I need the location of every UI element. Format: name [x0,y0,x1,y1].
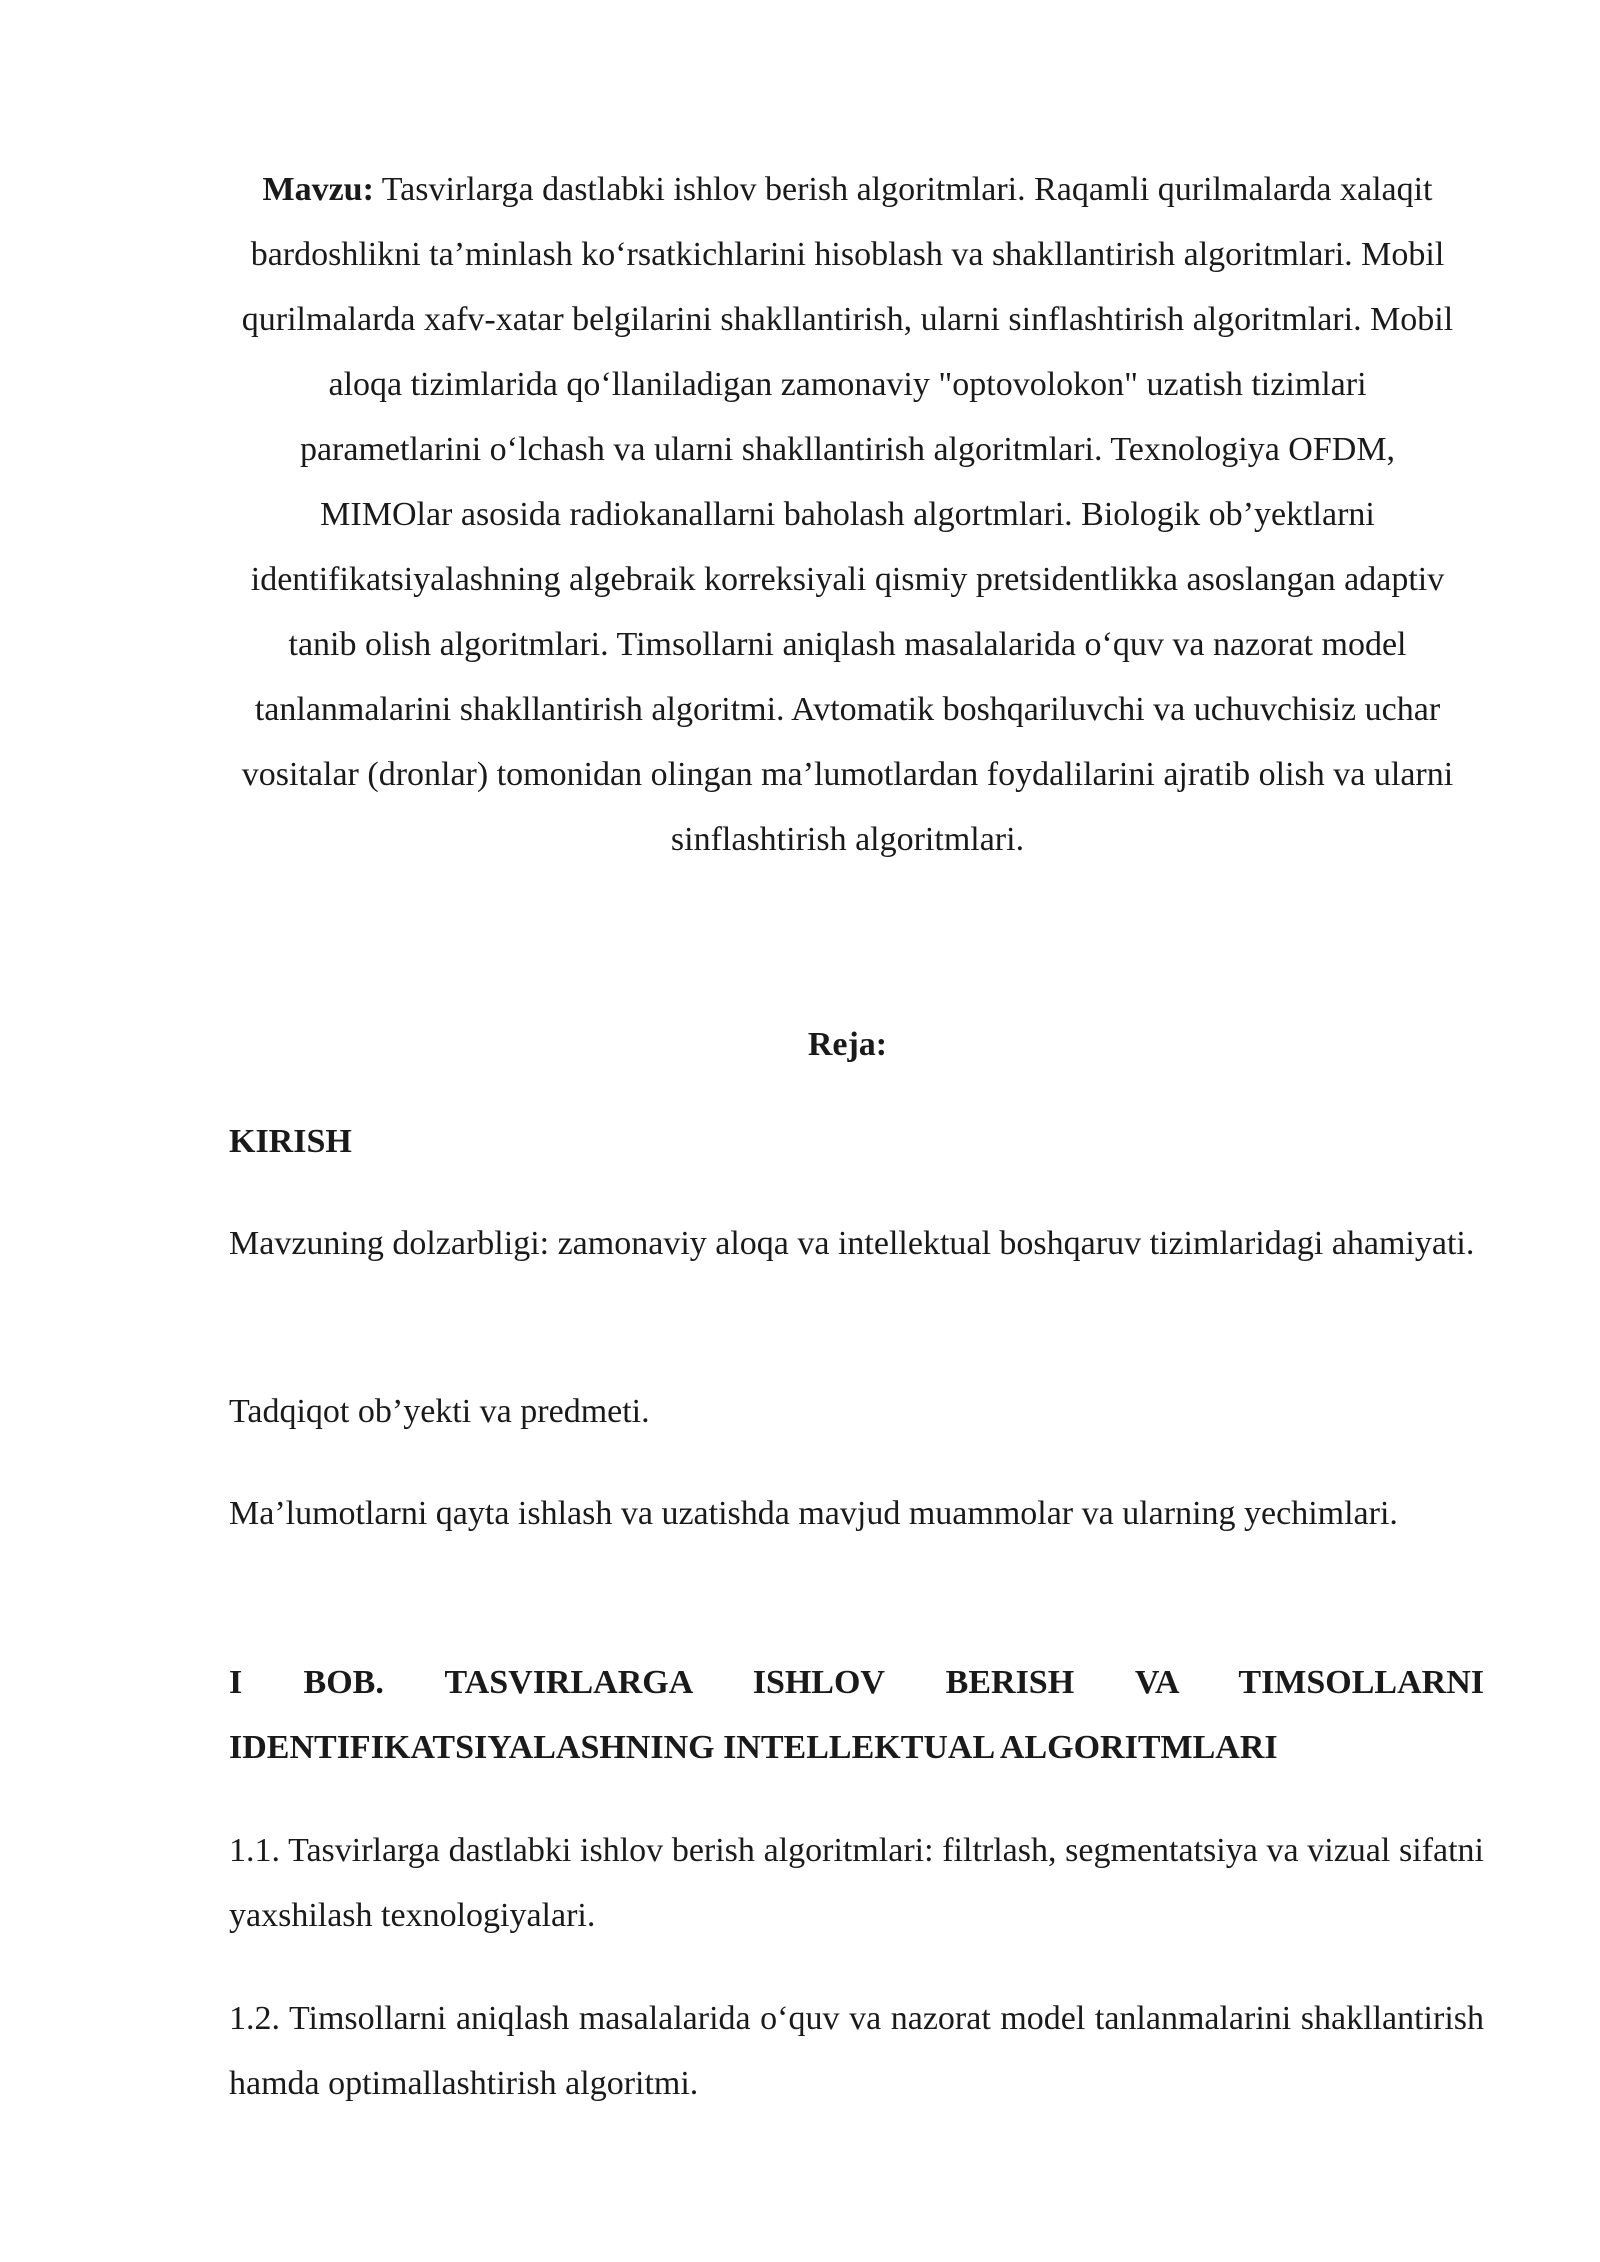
introduction-item-1: Mavzuning dolzarbligi: zamonaviy aloqa va intellektual boshqaruv tizimlaridagi ahamiyati. [229,1225,1475,1262]
introduction-item-2: Tadqiqot ob’yekti va predmeti. [229,1393,650,1430]
chapter1-heading: I BOB. TASVIRLARGA ISHLOV BERISH VA TIMSOLLARNI IDENTIFIKATSIYALASHNING INTELLEKTUAL ALGORITMLARI [229,1664,1484,1766]
chapter1-item-1-1: 1.1. Tasvirlarga dastlabki ishlov berish algoritmlari: filtrlash, segmentatsiya va vizual sifatni yaxshilash texnologiyalari. [229,1832,1484,1934]
chapter1-item-1-2: 1.2. Timsollarni aniqlash masalalarida o‘quv va nazorat model tanlanmalarini shakllantirish hamda optimallashtirish algoritmi. [229,2000,1484,2102]
plan-title: Reja: [807,1026,888,1063]
topic-label: Mavzu: [262,171,374,208]
introduction-heading: KIRISH [229,1123,352,1160]
topic-paragraph [235,157,1460,872]
introduction-item-3: Ma’lumotlarni qayta ishlash va uzatishda mavjud muammolar va ularning yechimlari. [229,1495,1398,1532]
topic-text: Tasvirlarga dastlabki ishlov berish algoritmlari. Raqamli qurilmalarda xalaqit bardoshlikni ta’minlash ko‘rsatkichlarini hisoblash va shakllantirish algoritmlari. Mobil qurilmalarda xafv-xatar belgilarini shakllantirish, ularni sinflashtirish algoritmlari. Mobil aloqa tizimlarida qo‘llaniladigan zamonaviy "optovolokon" uzatish tizimlari parametlarini o‘lchash va ularni shakllantirish algoritmlari. Texnologiya OFDM, MIMOlar asosida radiokanallarni baholash algortmlari. Biologik ob’yektlarni identifikatsiyalashning algebraik korreksiyali qismiy pretsidentlikka asoslangan adaptiv tanib olish algoritmlari. Timsollarni aniqlash masalalarida o‘quv va nazorat model tanlanmalarini shakllantirish algoritmi. Avtomatik boshqariluvchi va uchuvchisiz uchar vositalar (dronlar) tomonidan olingan ma’lumotlardan foydalilarini ajratib olish va ularni sinflashtirish algoritmlari. [241,171,1454,858]
